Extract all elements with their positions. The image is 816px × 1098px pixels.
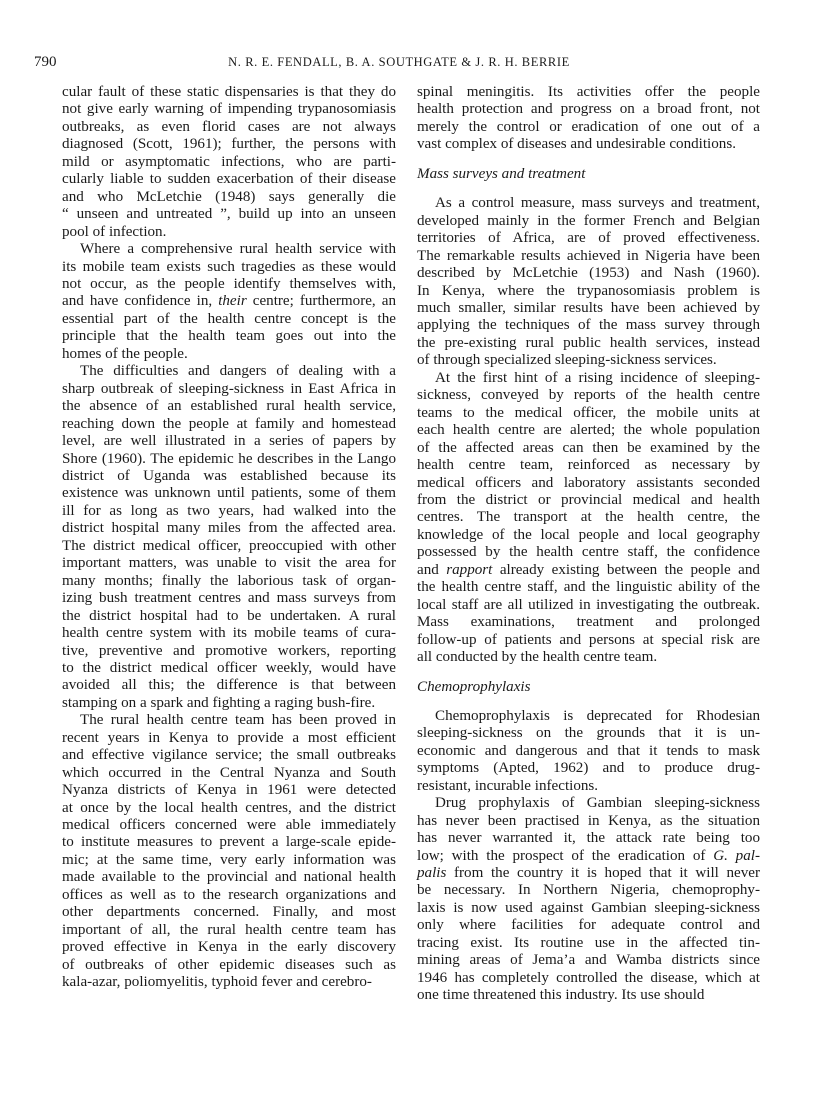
text-line: made available to the provincial and national health bbox=[62, 869, 396, 886]
text-line: In Kenya, where the trypanosomiasis problem is bbox=[417, 282, 760, 299]
text-line: At the first hint of a rising incidence of sleeping- bbox=[435, 369, 760, 386]
text-line: proved effective in Kenya in the early discovery bbox=[62, 939, 396, 956]
text-line: territories of Africa, are of proved effectiveness. bbox=[417, 230, 760, 247]
text-line: avoided all this; the difference is that between bbox=[62, 677, 396, 694]
section-heading: Chemoprophylaxis bbox=[417, 678, 531, 695]
text-line: merely the control or eradication of one out of a bbox=[417, 118, 760, 135]
text-line: health centre system with its mobile teams of cura- bbox=[62, 625, 396, 642]
text-line: Shore (1960). The epidemic he describes in the Lango bbox=[62, 450, 396, 467]
text-line: to institute measures to prevent a large-scale epide- bbox=[62, 834, 396, 851]
text-line: and rapport already existing between the people and bbox=[417, 561, 760, 578]
text-line: diagnosed (Scott, 1961); further, the persons with bbox=[62, 136, 396, 153]
text-line: only where facilities for adequate control and bbox=[417, 917, 760, 934]
text-line: Drug prophylaxis of Gambian sleeping-sickness bbox=[435, 795, 760, 812]
text-line: which occurred in the Central Nyanza and South bbox=[62, 764, 396, 781]
text-line: ill for as long as two years, had walked into the bbox=[62, 502, 396, 519]
text-line: economic and dangerous and that it tends to mask bbox=[417, 742, 760, 759]
text-line: all conducted by the health centre team. bbox=[417, 649, 658, 666]
text-line: many months; finally the laborious task of organ- bbox=[62, 572, 396, 589]
text-line: vast complex of diseases and undesirable conditions. bbox=[417, 136, 736, 153]
text-line: tive, preventive and promotive workers, reporting bbox=[62, 642, 396, 659]
text-line: has never warranted it, the attack rate being too bbox=[417, 830, 760, 847]
text-line: Nyanza districts of Kenya in 1961 were detected bbox=[62, 782, 396, 799]
text-line: palis from the country it is hoped that it will never bbox=[417, 865, 760, 882]
body-paragraph bbox=[62, 241, 396, 363]
text-line: stamping on a spark and fighting a raging bush-fire. bbox=[62, 694, 376, 711]
text-line: other departments concerned. Finally, and most bbox=[62, 904, 396, 921]
body-paragraph bbox=[62, 712, 396, 991]
text-line: kala-azar, poliomyelitis, typhoid fever and cerebro- bbox=[62, 974, 372, 991]
text-line: medical officers concerned were able immediately bbox=[62, 817, 396, 834]
section-heading: Mass surveys and treatment bbox=[417, 165, 586, 182]
text-line: teams to the medical officer, the mobile units at bbox=[417, 404, 760, 421]
text-line: pool of infection. bbox=[62, 223, 167, 240]
right-column bbox=[417, 84, 760, 1005]
text-line: mining areas of Jema’a and Wamba districts since bbox=[417, 952, 760, 969]
text-line: of the affected areas can then be examined by the bbox=[417, 439, 760, 456]
text-line: principle that the health team goes out into the bbox=[62, 328, 396, 345]
text-line: important of all, the rural health centre team has bbox=[62, 921, 396, 938]
text-line: be necessary. In Northern Nigeria, chemoprophy- bbox=[417, 882, 760, 899]
text-line: not occur, as the people identify themselves with, bbox=[62, 275, 396, 292]
text-line: “ unseen and untreated ”, build up into an unseen bbox=[62, 206, 396, 223]
text-line: spinal meningitis. Its activities offer the people bbox=[417, 84, 760, 100]
text-line: Mass examinations, treatment and prolonged bbox=[417, 614, 760, 631]
text-line: medical officers and laboratory assistants seconded bbox=[417, 474, 760, 491]
text-line: the district hospital had to be undertaken. A rural bbox=[62, 607, 396, 624]
text-line: 1946 has completely controlled the disease, which at bbox=[417, 969, 760, 986]
text-line: knowledge of the local people and local geography bbox=[417, 526, 760, 543]
text-line: cular fault of these static dispensaries is that they do bbox=[62, 84, 396, 100]
text-line: offices as well as to the research organizations and bbox=[62, 886, 396, 903]
text-line: district hospital many miles from the affected area. bbox=[62, 520, 396, 537]
body-paragraph bbox=[417, 84, 760, 154]
text-line: the health centre staff, and the linguistic ability of the bbox=[417, 579, 760, 596]
text-line: low; with the prospect of the eradication of G. pal- bbox=[417, 847, 760, 864]
text-line: follow-up of patients and persons at special risk are bbox=[417, 631, 760, 648]
text-line: resistant, incurable infections. bbox=[417, 777, 599, 794]
text-line: of outbreaks of other epidemic diseases such as bbox=[62, 956, 396, 973]
body-paragraph bbox=[417, 195, 760, 370]
text-line: izing bush treatment centres and mass surveys from bbox=[62, 590, 396, 607]
text-line: symptoms (Apted, 1962) and to produce drug- bbox=[417, 760, 760, 777]
text-line: at once by the local health centres, and the district bbox=[62, 799, 396, 816]
text-line: health centre team, reinforced as necessary by bbox=[417, 457, 760, 474]
text-line: outbreaks, as even florid cases are not always bbox=[62, 118, 396, 135]
running-head-authors: N. R. E. FENDALL, B. A. SOUTHGATE & J. R. H. BERRIE bbox=[228, 55, 570, 69]
text-line: the absence of an established rural health service, bbox=[62, 398, 396, 415]
text-line: As a control measure, mass surveys and treatment, bbox=[435, 195, 760, 212]
text-line: The difficulties and dangers of dealing with a bbox=[80, 363, 396, 380]
text-line: important matters, was unable to visit the area for bbox=[62, 555, 396, 572]
text-line: The district medical officer, preoccupied with other bbox=[62, 537, 396, 554]
body-paragraph bbox=[417, 370, 760, 667]
text-line: The remarkable results achieved in Nigeria have been bbox=[417, 247, 760, 264]
text-line: possessed by the health centre staff, the confidence bbox=[417, 544, 760, 561]
text-line: Where a comprehensive rural health service with bbox=[80, 241, 396, 258]
text-line: essential part of the health centre concept is the bbox=[62, 310, 396, 327]
page-number: 790 bbox=[34, 54, 57, 70]
page-header bbox=[34, 54, 764, 74]
text-line: applying the techniques of the mass survey through bbox=[417, 317, 760, 334]
text-line: cularly liable to sudden exacerbation of their disease bbox=[62, 171, 396, 188]
text-line: centres. The transport at the health centre, the bbox=[417, 509, 760, 526]
text-line: and effective vigilance service; the small outbreaks bbox=[62, 747, 396, 764]
body-paragraph bbox=[62, 84, 396, 241]
text-line: district of Uganda was established because its bbox=[62, 467, 396, 484]
left-column bbox=[62, 84, 396, 992]
text-line: Chemoprophylaxis is deprecated for Rhodesian bbox=[435, 707, 760, 724]
text-line: local staff are all utilized in investigating the outbreak. bbox=[417, 596, 760, 613]
text-line: developed mainly in the former French and Belgian bbox=[417, 212, 760, 229]
text-line: not give early warning of impending trypanosomiasis bbox=[62, 101, 396, 118]
text-line: recent years in Kenya to provide a most efficient bbox=[62, 729, 396, 746]
text-line: The rural health centre team has been proved in bbox=[80, 712, 396, 729]
text-line: homes of the people. bbox=[62, 345, 188, 362]
text-line: from the district or provincial medical and health bbox=[417, 491, 760, 508]
text-line: described by McLetchie (1953) and Nash (1960). bbox=[417, 265, 760, 282]
text-line: of through specialized sleeping-sickness services. bbox=[417, 352, 717, 369]
text-line: one time threatened this industry. Its use should bbox=[417, 987, 705, 1004]
text-line: mild or asymptomatic infections, who are parti- bbox=[62, 153, 396, 170]
text-line: laxis is now used against Gambian sleeping-sickness bbox=[417, 899, 760, 916]
body-paragraph bbox=[417, 708, 760, 795]
text-line: each health centre are alerted; the whole population bbox=[417, 422, 760, 439]
text-line: has never been practised in Kenya, as the situation bbox=[417, 812, 760, 829]
body-paragraph bbox=[417, 795, 760, 1004]
text-line: to the district medical officer weekly, would have bbox=[62, 659, 396, 676]
text-line: its mobile team exists such tragedies as these would bbox=[62, 258, 396, 275]
text-line: level, are well illustrated in a series of papers by bbox=[62, 433, 396, 450]
body-paragraph bbox=[62, 363, 396, 712]
text-line: reaching down the people at family and homestead bbox=[62, 415, 396, 432]
text-line: sickness, conveyed by reports of the health centre bbox=[417, 387, 760, 404]
text-line: much smaller, similar results have been achieved by bbox=[417, 299, 760, 316]
text-line: and who McLetchie (1948) says generally die bbox=[62, 188, 396, 205]
text-line: sleeping-sickness on the grounds that it is un- bbox=[417, 725, 760, 742]
text-line: tracing exist. Its routine use in the affected tin- bbox=[417, 934, 760, 951]
text-line: and have confidence in, their centre; furthermore, an bbox=[62, 293, 396, 310]
text-line: existence was unknown until patients, some of them bbox=[62, 485, 396, 502]
text-line: the pre-existing rural public health services, instead bbox=[417, 334, 760, 351]
text-line: mic; at the same time, very early information was bbox=[62, 851, 396, 868]
text-line: health protection and progress on a broad front, not bbox=[417, 101, 760, 118]
text-line: sharp outbreak of sleeping-sickness in East Africa in bbox=[62, 380, 396, 397]
